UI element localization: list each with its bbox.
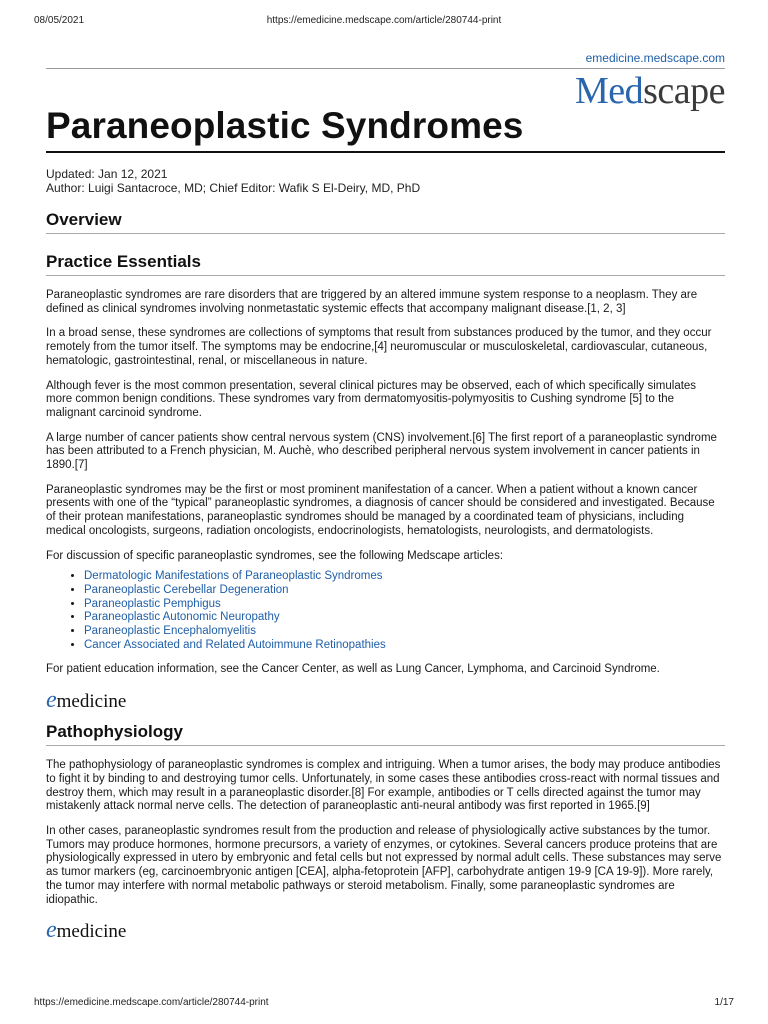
medscape-logo (575, 72, 725, 110)
article-link-list (46, 570, 725, 652)
author-line: Author: Luigi Santacroce, MD; Chief Editor: Wafik S El-Deiry, MD, PhD (46, 181, 421, 195)
article-link[interactable]: Dermatologic Manifestations of Paraneoplastic Syndromes (84, 570, 383, 583)
brand-row (46, 69, 725, 112)
paragraph: In a broad sense, these syndromes are collections of symptoms that result from substances produced by the tumor, and they occur remotely from the tumor itself. The symptoms may be endocrine,[4] neuromuscular or musculoskeletal, cardiovascular, cutaneous, hematologic, gastrointestinal, renal, or miscellaneous in nature. (46, 327, 712, 367)
patient-education-note: For patient education information, see the Cancer Center, as well as Lung Cancer, Lymphoma, and Carcinoid Syndrome. (46, 663, 660, 676)
footer-url: https://emedicine.medscape.com/article/280744-print (34, 997, 269, 1008)
article-link[interactable]: Paraneoplastic Encephalomyelitis (84, 625, 256, 638)
list-item (84, 584, 725, 598)
paragraph: For discussion of specific paraneoplastic syndromes, see the following Medscape articles: (46, 549, 504, 562)
article (46, 50, 725, 942)
section-practice-heading: Practice Essentials (46, 252, 201, 271)
logo-med: Med (574, 70, 644, 112)
emedicine-logo-text: medicine (56, 921, 127, 943)
section-overview-heading: Overview (46, 210, 122, 229)
list-item (84, 598, 725, 612)
print-date: 08/05/2021 (34, 15, 85, 26)
print-footer (34, 997, 734, 1011)
section-divider (46, 233, 725, 234)
paragraph: Paraneoplastic syndromes may be the first or most prominent manifestation of a cancer. When a patient without a known cancer presents with one of the “typical” paraneoplastic syndromes, a diagnosis of cancer should be considered and investigated. Because of their protean manifestations, paraneoplastic syndromes should be managed by a coordinated team of physicians, including medical oncologists, surgeons, radiation oncologists, endocrinologists, hematologists, neurologists, and dermatologists. (46, 483, 715, 537)
print-url: https://emedicine.medscape.com/article/280744-print (266, 15, 502, 26)
list-item (84, 639, 725, 653)
updated-date: Updated: Jan 12, 2021 (46, 167, 168, 181)
list-item (84, 611, 725, 625)
page-title: Paraneoplastic Syndromes (46, 105, 524, 146)
page-number: 1/17 (714, 997, 734, 1008)
article-link[interactable]: Cancer Associated and Related Autoimmune Retinopathies (84, 638, 386, 651)
article-link[interactable]: Paraneoplastic Pemphigus (84, 597, 221, 610)
emedicine-logo-text: medicine (56, 691, 127, 713)
article-meta (46, 167, 725, 195)
section-divider (46, 275, 725, 276)
paragraph: A large number of cancer patients show central nervous system (CNS) involvement.[6] The first report of a paraneoplastic syndrome has been attributed to a French physician, M. Auchè, who described peripheral nervous system involvement in cancer patients in 1890.[7] (46, 431, 717, 472)
logo-scape: scape (643, 70, 725, 112)
article-link[interactable]: Paraneoplastic Cerebellar Degeneration (84, 583, 289, 596)
emedicine-logo-e: e (46, 917, 57, 944)
emedicine-logo-e: e (46, 687, 57, 714)
paragraph: The pathophysiology of paraneoplastic syndromes is complex and intriguing. When a tumor arises, the body may produce antibodies to fight it by binding to and destroying tumor cells. Unfortunately, in some cases these antibodies cross-react with normal tissues and destroy them, which may result in a paraneoplastic disorder.[8] For example, antibodies or T cells directed against the tumor may mistakenly attack normal nerve cells. The detection of paraneoplastic anti-neural antibody was first reported in 1965.[9] (46, 759, 721, 813)
site-link[interactable]: emedicine.medscape.com (585, 51, 725, 65)
emedicine-logo (46, 918, 725, 942)
list-item (84, 625, 725, 639)
title-divider (46, 151, 725, 153)
paragraph: In other cases, paraneoplastic syndromes result from the production and release of physiologically active substances by the tumor. Tumors may produce hormones, hormone precursors, a variety of enzymes, or cytokines. Several cancers produce proteins that are physiologically expressed in utero by embryonic and fetal cells but not expressed by normal adult cells. These substances may serve as tumor markers (eg, carcinoembryonic antigen [CEA], alpha-fetoprotein [AFP], carbohydrate antigen 19-9 [CA 19-9]). More rarely, the tumor may interfere with normal metabolic pathways or steroid metabolism. Finally, some paraneoplastic syndromes are idiopathic. (46, 824, 722, 906)
article-link[interactable]: Paraneoplastic Autonomic Neuropathy (84, 611, 280, 624)
section-pathophysiology-heading: Pathophysiology (46, 722, 183, 742)
section-divider (46, 745, 725, 746)
print-header (34, 15, 734, 31)
paragraph: Although fever is the most common presentation, several clinical pictures may be observed, each of which specifically simulates more common benign conditions. These syndromes vary from dermatomyositis-polymyositis to Cushing syndrome [5] to the malignant carcinoid syndrome. (46, 379, 697, 419)
paragraph: Paraneoplastic syndromes are rare disorders that are triggered by an altered immune system response to a neoplasm. They are defined as clinical syndromes involving nonmetastatic systemic effects that accompany malignant disease.[1, 2, 3] (46, 289, 698, 315)
emedicine-logo (46, 688, 725, 712)
list-item (84, 570, 725, 584)
